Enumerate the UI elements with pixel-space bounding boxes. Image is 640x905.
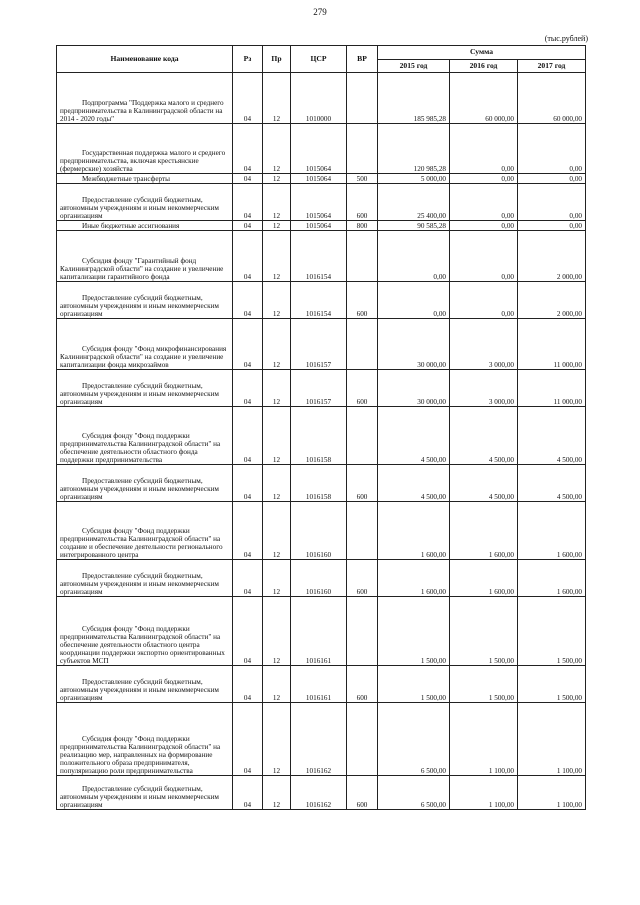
row-sum-2016: 1 600,00 (450, 560, 518, 597)
row-sum-2015: 4 500,00 (378, 465, 450, 502)
row-sum-2017: 1 600,00 (518, 560, 586, 597)
row-csr: 1016161 (291, 666, 347, 703)
row-sum-2016: 60 000,00 (450, 73, 518, 124)
row-vr: 600 (347, 282, 378, 319)
units-label: (тыс.рублей) (544, 34, 588, 43)
row-sum-2017: 0,00 (518, 221, 586, 231)
table-row (57, 319, 586, 370)
row-pr: 12 (263, 174, 291, 184)
row-name: Предоставление субсидий бюджетным, автономным учреждениям и иным некоммерческим организациям (57, 666, 233, 703)
header-year-2015: 2015 год (378, 60, 450, 73)
row-sum-2015: 185 985,28 (378, 73, 450, 124)
row-sum-2015: 90 585,28 (378, 221, 450, 231)
row-rz: 04 (233, 174, 263, 184)
table-row (57, 776, 586, 810)
row-vr: 500 (347, 174, 378, 184)
row-vr: 600 (347, 370, 378, 407)
row-pr: 12 (263, 370, 291, 407)
row-rz: 04 (233, 282, 263, 319)
table-row (57, 184, 586, 221)
row-sum-2016: 0,00 (450, 124, 518, 174)
row-pr: 12 (263, 502, 291, 560)
row-sum-2016: 0,00 (450, 282, 518, 319)
row-vr: 600 (347, 465, 378, 502)
row-sum-2016: 1 500,00 (450, 597, 518, 666)
row-sum-2017: 0,00 (518, 174, 586, 184)
budget-table (56, 45, 586, 810)
row-pr: 12 (263, 282, 291, 319)
row-sum-2015: 4 500,00 (378, 407, 450, 465)
row-vr (347, 502, 378, 560)
row-sum-2017: 2 000,00 (518, 282, 586, 319)
row-csr: 1016158 (291, 465, 347, 502)
table-row (57, 124, 586, 174)
row-sum-2016: 0,00 (450, 174, 518, 184)
row-vr (347, 124, 378, 174)
table-row (57, 597, 586, 666)
row-sum-2017: 0,00 (518, 124, 586, 174)
row-sum-2016: 0,00 (450, 221, 518, 231)
row-pr: 12 (263, 597, 291, 666)
table-row (57, 502, 586, 560)
row-rz: 04 (233, 124, 263, 174)
row-vr (347, 597, 378, 666)
row-vr (347, 73, 378, 124)
row-sum-2015: 5 000,00 (378, 174, 450, 184)
table-body (57, 73, 586, 810)
table-row (57, 407, 586, 465)
row-vr (347, 703, 378, 776)
table-row (57, 703, 586, 776)
row-pr: 12 (263, 73, 291, 124)
row-sum-2017: 60 000,00 (518, 73, 586, 124)
header-year-2016: 2016 год (450, 60, 518, 73)
row-csr: 1015064 (291, 124, 347, 174)
table-row (57, 666, 586, 703)
row-csr: 1015064 (291, 184, 347, 221)
row-name: Государственная поддержка малого и среднего предпринимательства, включая крестьянские (фермерские) хозяйства (57, 124, 233, 174)
row-sum-2017: 1 600,00 (518, 502, 586, 560)
row-rz: 04 (233, 776, 263, 810)
row-vr: 600 (347, 776, 378, 810)
row-vr: 800 (347, 221, 378, 231)
row-sum-2016: 1 500,00 (450, 666, 518, 703)
page-number: 279 (313, 7, 327, 17)
table-row (57, 370, 586, 407)
table-row (57, 231, 586, 282)
header-vr: ВР (347, 46, 378, 73)
header-pr: Пр (263, 46, 291, 73)
row-csr: 1015064 (291, 221, 347, 231)
row-sum-2017: 0,00 (518, 184, 586, 221)
row-sum-2015: 1 600,00 (378, 502, 450, 560)
row-sum-2015: 25 400,00 (378, 184, 450, 221)
row-sum-2015: 1 500,00 (378, 597, 450, 666)
row-pr: 12 (263, 776, 291, 810)
row-sum-2016: 3 000,00 (450, 319, 518, 370)
row-rz: 04 (233, 221, 263, 231)
row-name: Субсидия фонду "Фонд поддержки предпринимательства Калининградской области" на реализацию мер, направленных на формирование положительного образа предпринимателя, популяризацию роли предпринимательства (57, 703, 233, 776)
row-name: Предоставление субсидий бюджетным, автономным учреждениям и иным некоммерческим организациям (57, 282, 233, 319)
row-sum-2015: 120 985,28 (378, 124, 450, 174)
row-name: Субсидия фонду "Фонд поддержки предпринимательства Калининградской области" на обеспечение деятельности областного фонда поддержки предпринимательства (57, 407, 233, 465)
row-sum-2016: 1 100,00 (450, 703, 518, 776)
row-sum-2015: 0,00 (378, 282, 450, 319)
row-pr: 12 (263, 560, 291, 597)
row-sum-2017: 4 500,00 (518, 407, 586, 465)
row-name: Подпрограмма "Поддержка малого и среднего предпринимательства в Калининградской области на 2014 - 2020 годы" (57, 73, 233, 124)
row-vr (347, 319, 378, 370)
row-rz: 04 (233, 319, 263, 370)
row-rz: 04 (233, 666, 263, 703)
row-sum-2017: 1 100,00 (518, 703, 586, 776)
row-pr: 12 (263, 231, 291, 282)
row-csr: 1016160 (291, 502, 347, 560)
table-row (57, 73, 586, 124)
row-name: Межбюджетные трансферты (57, 174, 233, 184)
row-name: Субсидия фонду "Фонд микрофинансирования Калининградской области" на создание и увеличение капитализации фонда микрозаймов (57, 319, 233, 370)
row-name: Субсидия фонду "Фонд поддержки предпринимательства Калининградской области" на создание и обеспечение деятельности регионального интегрированного центра (57, 502, 233, 560)
row-sum-2015: 30 000,00 (378, 319, 450, 370)
row-name: Предоставление субсидий бюджетным, автономным учреждениям и иным некоммерческим организациям (57, 776, 233, 810)
row-sum-2015: 1 600,00 (378, 560, 450, 597)
row-name: Предоставление субсидий бюджетным, автономным учреждениям и иным некоммерческим организациям (57, 560, 233, 597)
row-sum-2016: 1 600,00 (450, 502, 518, 560)
header-csr: ЦСР (291, 46, 347, 73)
row-csr: 1016162 (291, 776, 347, 810)
row-sum-2015: 1 500,00 (378, 666, 450, 703)
row-sum-2017: 1 100,00 (518, 776, 586, 810)
header-rz: Рз (233, 46, 263, 73)
row-vr (347, 231, 378, 282)
row-rz: 04 (233, 465, 263, 502)
row-pr: 12 (263, 465, 291, 502)
row-csr: 1016154 (291, 231, 347, 282)
row-sum-2015: 0,00 (378, 231, 450, 282)
row-sum-2015: 6 500,00 (378, 776, 450, 810)
row-sum-2017: 4 500,00 (518, 465, 586, 502)
header-sum: Сумма (378, 46, 586, 60)
row-name: Предоставление субсидий бюджетным, автономным учреждениям и иным некоммерческим организациям (57, 465, 233, 502)
row-sum-2017: 11 000,00 (518, 370, 586, 407)
row-pr: 12 (263, 407, 291, 465)
row-sum-2015: 6 500,00 (378, 703, 450, 776)
table-row (57, 221, 586, 231)
row-vr (347, 407, 378, 465)
row-sum-2016: 4 500,00 (450, 465, 518, 502)
row-sum-2016: 0,00 (450, 184, 518, 221)
row-name: Иные бюджетные ассигнования (57, 221, 233, 231)
row-name: Предоставление субсидий бюджетным, автономным учреждениям и иным некоммерческим организациям (57, 184, 233, 221)
row-csr: 1016160 (291, 560, 347, 597)
row-sum-2017: 1 500,00 (518, 666, 586, 703)
row-pr: 12 (263, 319, 291, 370)
row-rz: 04 (233, 597, 263, 666)
header-name: Наименование кода (57, 46, 233, 73)
row-csr: 1016157 (291, 370, 347, 407)
table-row (57, 282, 586, 319)
table-row (57, 174, 586, 184)
row-rz: 04 (233, 407, 263, 465)
header-year-2017: 2017 год (518, 60, 586, 73)
row-csr: 1015064 (291, 174, 347, 184)
table-row (57, 465, 586, 502)
row-csr: 1016157 (291, 319, 347, 370)
row-pr: 12 (263, 666, 291, 703)
row-name: Предоставление субсидий бюджетным, автономным учреждениям и иным некоммерческим организациям (57, 370, 233, 407)
row-vr: 600 (347, 666, 378, 703)
row-csr: 1016161 (291, 597, 347, 666)
row-name: Субсидия фонду "Фонд поддержки предпринимательства Калининградской области" на обеспечение деятельности областного центра координации поддержки экспортно ориентированных субъектов МСП (57, 597, 233, 666)
row-csr: 1010000 (291, 73, 347, 124)
row-vr: 600 (347, 184, 378, 221)
row-vr: 600 (347, 560, 378, 597)
row-pr: 12 (263, 221, 291, 231)
row-rz: 04 (233, 560, 263, 597)
row-rz: 04 (233, 231, 263, 282)
row-pr: 12 (263, 703, 291, 776)
row-sum-2017: 11 000,00 (518, 319, 586, 370)
row-sum-2016: 1 100,00 (450, 776, 518, 810)
table-row (57, 560, 586, 597)
row-rz: 04 (233, 502, 263, 560)
row-name: Субсидия фонду "Гарантийный фонд Калининградской области" на создание и увеличение капитализации гарантийного фонда (57, 231, 233, 282)
row-rz: 04 (233, 184, 263, 221)
row-csr: 1016158 (291, 407, 347, 465)
row-sum-2016: 0,00 (450, 231, 518, 282)
row-sum-2017: 2 000,00 (518, 231, 586, 282)
row-sum-2016: 3 000,00 (450, 370, 518, 407)
row-pr: 12 (263, 184, 291, 221)
row-sum-2017: 1 500,00 (518, 597, 586, 666)
row-rz: 04 (233, 703, 263, 776)
row-sum-2015: 30 000,00 (378, 370, 450, 407)
row-rz: 04 (233, 370, 263, 407)
row-csr: 1016154 (291, 282, 347, 319)
row-pr: 12 (263, 124, 291, 174)
row-rz: 04 (233, 73, 263, 124)
row-sum-2016: 4 500,00 (450, 407, 518, 465)
row-csr: 1016162 (291, 703, 347, 776)
